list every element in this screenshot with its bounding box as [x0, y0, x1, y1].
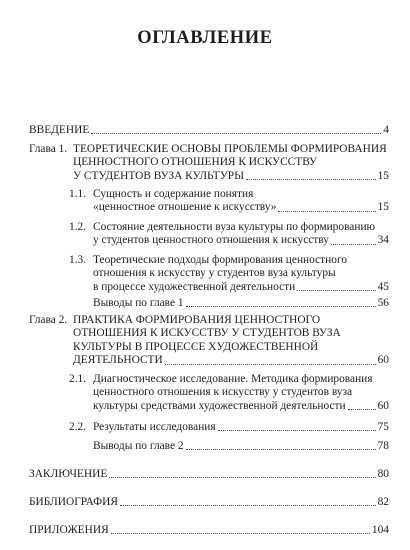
- toc-entry-conclusion[interactable]: [29, 468, 389, 481]
- section-title-line: у студентов ценностного отношения к искусству: [93, 234, 329, 247]
- toc-entry-section-2-1[interactable]: [29, 373, 389, 415]
- toc-entry-section-1-2[interactable]: [29, 221, 389, 249]
- toc-page-number: 82: [377, 496, 389, 508]
- leader-dots: [348, 409, 376, 410]
- toc-page-number: 80: [377, 468, 389, 480]
- toc-page-number: 45: [377, 280, 389, 293]
- leader-dots: [186, 306, 376, 307]
- section-number: 2.1.: [69, 373, 87, 385]
- section-title-line: ценностного отношения к искусству у студентов вуза: [93, 386, 353, 399]
- toc-entry-label: ПРИЛОЖЕНИЯ: [29, 524, 109, 536]
- toc-entry-label: ЗАКЛЮЧЕНИЕ: [29, 468, 108, 480]
- chapter-title-line: ДЕЯТЕЛЬНОСТИ: [73, 354, 163, 367]
- section-title-line: Диагностическое исследование. Методика формирования: [93, 373, 373, 385]
- toc-entry-bibliography[interactable]: [29, 496, 389, 509]
- toc-entry-label: ВВЕДЕНИЕ: [29, 124, 90, 136]
- leader-dots: [246, 179, 376, 180]
- toc-page-number: 75: [377, 421, 389, 433]
- toc-page-number: 104: [371, 524, 389, 536]
- toc-entry-label: БИБЛИОГРАФИЯ: [29, 496, 118, 508]
- chapter-title-line: ЦЕННОСТНОГО ОТНОШЕНИЯ К ИСКУССТВУ: [73, 156, 317, 169]
- toc-entry-label: Выводы по главе 1: [93, 297, 184, 309]
- leader-dots: [165, 364, 376, 365]
- toc-entry-section-1-1[interactable]: [29, 188, 389, 216]
- toc-entry-appendices[interactable]: [29, 524, 389, 537]
- toc-entry-chapter-2[interactable]: [29, 314, 389, 370]
- toc-entry-conclusions-1[interactable]: [93, 297, 389, 310]
- leader-dots: [278, 211, 375, 212]
- section-title-line: отношения к искусству у студентов вуза культуры: [93, 267, 336, 280]
- toc-entry-section-1-3[interactable]: [29, 254, 389, 296]
- toc-entry-intro[interactable]: [29, 124, 389, 137]
- toc-page-number: 4: [383, 124, 389, 136]
- toc-page-number: 60: [377, 354, 389, 367]
- section-title-line: «ценностное отношение к искусству»: [93, 201, 277, 214]
- leader-dots: [109, 477, 375, 478]
- leader-dots: [186, 449, 376, 450]
- leader-dots: [331, 244, 376, 245]
- page-title: ОГЛАВЛЕНИЕ: [137, 28, 273, 48]
- leader-dots: [120, 505, 376, 506]
- leader-dots: [91, 133, 381, 134]
- chapter-number: Глава 1.: [29, 143, 68, 155]
- section-number: 2.2.: [69, 421, 87, 433]
- section-title-line: в процессе художественной деятельности: [93, 280, 296, 293]
- toc-page-number: 56: [377, 297, 389, 309]
- leader-dots: [218, 430, 376, 431]
- chapter-number: Глава 2.: [29, 314, 68, 326]
- section-title-line: Результаты исследования: [93, 421, 216, 433]
- leader-dots: [111, 533, 370, 534]
- section-title-line: Состояние деятельности вуза культуры по формированию: [93, 221, 376, 233]
- toc-page-number: 60: [377, 399, 389, 412]
- toc-page-number: 34: [377, 234, 389, 247]
- section-title-line: культуры средствами художественной деятельности: [93, 399, 346, 412]
- toc-entry-chapter-1[interactable]: [29, 143, 389, 185]
- chapter-title-line: КУЛЬТУРЫ В ПРОЦЕССЕ ХУДОЖЕСТВЕННОЙ: [73, 340, 319, 353]
- toc-page-number: 15: [377, 201, 389, 214]
- section-number: 1.1.: [69, 188, 87, 200]
- chapter-title-line: ПРАКТИКА ФОРМИРОВАНИЯ ЦЕННОСТНОГО: [73, 314, 321, 326]
- section-title-line: Сущность и содержание понятия: [93, 188, 254, 200]
- leader-dots: [297, 290, 375, 291]
- chapter-title-line: У СТУДЕНТОВ ВУЗА КУЛЬТУРЫ: [73, 169, 245, 182]
- toc-page-number: 78: [377, 440, 389, 452]
- toc-page-number: 15: [377, 169, 389, 182]
- section-number: 1.3.: [69, 254, 87, 266]
- section-title-line: Теоретические подходы формирования ценностного: [93, 254, 348, 266]
- toc-entry-conclusions-2[interactable]: [93, 440, 389, 453]
- chapter-title-line: ОТНОШЕНИЯ К ИСКУССТВУ У СТУДЕНТОВ ВУЗА: [73, 327, 341, 340]
- section-number: 1.2.: [69, 221, 87, 233]
- chapter-title-line: ТЕОРЕТИЧЕСКИЕ ОСНОВЫ ПРОБЛЕМЫ ФОРМИРОВАНИЯ: [73, 143, 387, 155]
- toc-entry-label: Выводы по главе 2: [93, 440, 184, 452]
